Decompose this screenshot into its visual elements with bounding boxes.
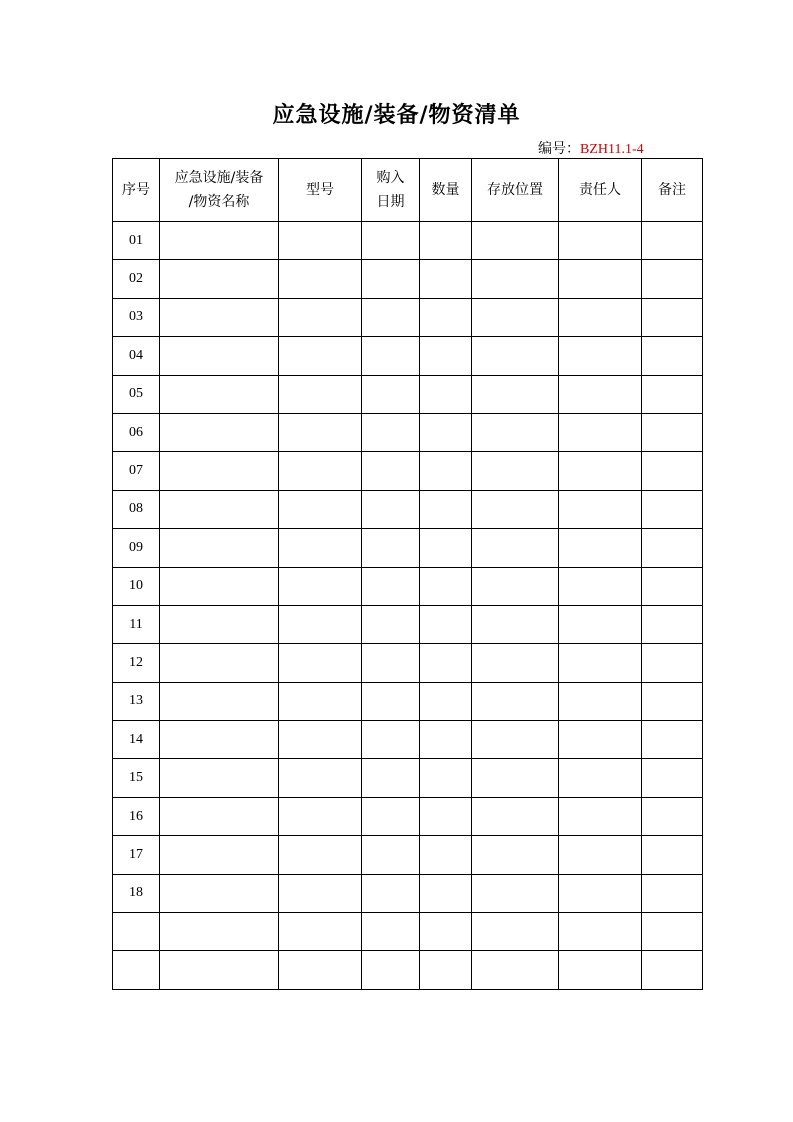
- quantity-cell[interactable]: [420, 452, 472, 490]
- item-name-cell[interactable]: [160, 298, 279, 336]
- model-cell[interactable]: [279, 951, 362, 989]
- location-cell[interactable]: [472, 644, 559, 682]
- item-name-cell[interactable]: [160, 490, 279, 528]
- responsible-cell[interactable]: [559, 644, 642, 682]
- item-name-cell[interactable]: [160, 260, 279, 298]
- location-cell[interactable]: [472, 375, 559, 413]
- responsible-cell[interactable]: [559, 567, 642, 605]
- remarks-cell[interactable]: [642, 644, 703, 682]
- location-cell[interactable]: [472, 222, 559, 260]
- responsible-cell[interactable]: [559, 222, 642, 260]
- purchase-date-cell[interactable]: [362, 797, 420, 835]
- table-row: [113, 375, 703, 413]
- responsible-cell[interactable]: [559, 951, 642, 989]
- row-seq-cell: 17: [113, 836, 160, 874]
- quantity-cell[interactable]: [420, 529, 472, 567]
- remarks-cell[interactable]: [642, 836, 703, 874]
- header-purchase-date: 购入 日期: [362, 159, 420, 222]
- model-cell[interactable]: [279, 644, 362, 682]
- location-cell[interactable]: [472, 298, 559, 336]
- row-seq-cell: 10: [113, 567, 160, 605]
- location-cell[interactable]: [472, 529, 559, 567]
- location-cell[interactable]: [472, 951, 559, 989]
- remarks-cell[interactable]: [642, 222, 703, 260]
- model-cell[interactable]: [279, 682, 362, 720]
- table-row: [113, 951, 703, 989]
- header-model: 型号: [279, 159, 362, 222]
- remarks-cell[interactable]: [642, 682, 703, 720]
- responsible-cell[interactable]: [559, 529, 642, 567]
- remarks-cell[interactable]: [642, 567, 703, 605]
- model-cell[interactable]: [279, 913, 362, 951]
- remarks-cell[interactable]: [642, 951, 703, 989]
- row-seq-cell: [113, 951, 160, 989]
- purchase-date-cell[interactable]: [362, 682, 420, 720]
- table-row: [113, 490, 703, 528]
- header-remarks: 备注: [642, 159, 703, 222]
- purchase-date-cell[interactable]: [362, 605, 420, 643]
- responsible-cell[interactable]: [559, 836, 642, 874]
- location-cell[interactable]: [472, 605, 559, 643]
- quantity-cell[interactable]: [420, 951, 472, 989]
- purchase-date-cell[interactable]: [362, 529, 420, 567]
- header-location: 存放位置: [472, 159, 559, 222]
- model-cell[interactable]: [279, 337, 362, 375]
- remarks-cell[interactable]: [642, 337, 703, 375]
- responsible-cell[interactable]: [559, 874, 642, 912]
- row-seq-cell: 12: [113, 644, 160, 682]
- responsible-cell[interactable]: [559, 298, 642, 336]
- location-cell[interactable]: [472, 567, 559, 605]
- row-seq-cell: 14: [113, 721, 160, 759]
- row-seq-cell: 03: [113, 298, 160, 336]
- responsible-cell[interactable]: [559, 605, 642, 643]
- inventory-table: [112, 158, 703, 990]
- document-number-label: 编号：: [538, 141, 580, 157]
- table-header-row: [113, 159, 703, 222]
- responsible-cell[interactable]: [559, 913, 642, 951]
- remarks-cell[interactable]: [642, 452, 703, 490]
- document-number: [538, 139, 644, 160]
- item-name-cell[interactable]: [160, 567, 279, 605]
- header-responsible: 责任人: [559, 159, 642, 222]
- purchase-date-cell[interactable]: [362, 759, 420, 797]
- table-row: [113, 682, 703, 720]
- responsible-cell[interactable]: [559, 490, 642, 528]
- table-row: [113, 567, 703, 605]
- quantity-cell[interactable]: [420, 644, 472, 682]
- purchase-date-cell[interactable]: [362, 644, 420, 682]
- item-name-cell[interactable]: [160, 337, 279, 375]
- quantity-cell[interactable]: [420, 337, 472, 375]
- item-name-cell[interactable]: [160, 644, 279, 682]
- purchase-date-cell[interactable]: [362, 222, 420, 260]
- location-cell[interactable]: [472, 913, 559, 951]
- row-seq-cell: 11: [113, 605, 160, 643]
- table-row: [113, 337, 703, 375]
- model-cell[interactable]: [279, 759, 362, 797]
- remarks-cell[interactable]: [642, 759, 703, 797]
- location-cell[interactable]: [472, 874, 559, 912]
- table-row: [113, 222, 703, 260]
- model-cell[interactable]: [279, 413, 362, 451]
- item-name-cell[interactable]: [160, 222, 279, 260]
- table-row: [113, 836, 703, 874]
- responsible-cell[interactable]: [559, 375, 642, 413]
- table-row: [113, 298, 703, 336]
- model-cell[interactable]: [279, 529, 362, 567]
- document-number-value: BZH11.1-4: [580, 142, 644, 157]
- table-row: [113, 797, 703, 835]
- remarks-cell[interactable]: [642, 413, 703, 451]
- remarks-cell[interactable]: [642, 529, 703, 567]
- model-cell[interactable]: [279, 490, 362, 528]
- quantity-cell[interactable]: [420, 222, 472, 260]
- row-seq-cell: 04: [113, 337, 160, 375]
- location-cell[interactable]: [472, 490, 559, 528]
- purchase-date-cell[interactable]: [362, 721, 420, 759]
- item-name-cell[interactable]: [160, 413, 279, 451]
- row-seq-cell: 18: [113, 874, 160, 912]
- purchase-date-cell[interactable]: [362, 452, 420, 490]
- quantity-cell[interactable]: [420, 874, 472, 912]
- quantity-cell[interactable]: [420, 836, 472, 874]
- quantity-cell[interactable]: [420, 298, 472, 336]
- quantity-cell[interactable]: [420, 375, 472, 413]
- table-row: [113, 913, 703, 951]
- responsible-cell[interactable]: [559, 797, 642, 835]
- location-cell[interactable]: [472, 452, 559, 490]
- remarks-cell[interactable]: [642, 913, 703, 951]
- model-cell[interactable]: [279, 375, 362, 413]
- responsible-cell[interactable]: [559, 452, 642, 490]
- table-row: [113, 605, 703, 643]
- responsible-cell[interactable]: [559, 260, 642, 298]
- header-quantity: 数量: [420, 159, 472, 222]
- purchase-date-cell[interactable]: [362, 298, 420, 336]
- row-seq-cell: [113, 913, 160, 951]
- responsible-cell[interactable]: [559, 413, 642, 451]
- header-item-name: 应急设施/装备 /物资名称: [160, 159, 279, 222]
- document-title: 应急设施/装备/物资清单: [272, 103, 521, 128]
- purchase-date-cell[interactable]: [362, 874, 420, 912]
- model-cell[interactable]: [279, 605, 362, 643]
- model-cell[interactable]: [279, 298, 362, 336]
- model-cell[interactable]: [279, 222, 362, 260]
- remarks-cell[interactable]: [642, 260, 703, 298]
- table-row: [113, 260, 703, 298]
- header-seq: 序号: [113, 159, 160, 222]
- model-cell[interactable]: [279, 452, 362, 490]
- responsible-cell[interactable]: [559, 682, 642, 720]
- quantity-cell[interactable]: [420, 490, 472, 528]
- table-row: [113, 452, 703, 490]
- model-cell[interactable]: [279, 874, 362, 912]
- row-seq-cell: 02: [113, 260, 160, 298]
- row-seq-cell: 06: [113, 413, 160, 451]
- item-name-cell[interactable]: [160, 375, 279, 413]
- purchase-date-cell[interactable]: [362, 260, 420, 298]
- item-name-cell[interactable]: [160, 682, 279, 720]
- responsible-cell[interactable]: [559, 721, 642, 759]
- remarks-cell[interactable]: [642, 797, 703, 835]
- quantity-cell[interactable]: [420, 913, 472, 951]
- table-row: [113, 759, 703, 797]
- quantity-cell[interactable]: [420, 682, 472, 720]
- row-seq-cell: 09: [113, 529, 160, 567]
- quantity-cell[interactable]: [420, 721, 472, 759]
- item-name-cell[interactable]: [160, 951, 279, 989]
- item-name-cell[interactable]: [160, 721, 279, 759]
- remarks-cell[interactable]: [642, 490, 703, 528]
- row-seq-cell: 07: [113, 452, 160, 490]
- table-row: [113, 413, 703, 451]
- model-cell[interactable]: [279, 797, 362, 835]
- remarks-cell[interactable]: [642, 375, 703, 413]
- quantity-cell[interactable]: [420, 605, 472, 643]
- location-cell[interactable]: [472, 721, 559, 759]
- row-seq-cell: 08: [113, 490, 160, 528]
- model-cell[interactable]: [279, 721, 362, 759]
- item-name-cell[interactable]: [160, 797, 279, 835]
- location-cell[interactable]: [472, 797, 559, 835]
- location-cell[interactable]: [472, 413, 559, 451]
- purchase-date-cell[interactable]: [362, 913, 420, 951]
- purchase-date-cell[interactable]: [362, 836, 420, 874]
- purchase-date-cell[interactable]: [362, 567, 420, 605]
- item-name-cell[interactable]: [160, 452, 279, 490]
- item-name-cell[interactable]: [160, 529, 279, 567]
- row-seq-cell: 05: [113, 375, 160, 413]
- row-seq-cell: 16: [113, 797, 160, 835]
- location-cell[interactable]: [472, 337, 559, 375]
- quantity-cell[interactable]: [420, 260, 472, 298]
- row-seq-cell: 01: [113, 222, 160, 260]
- table-row: [113, 874, 703, 912]
- purchase-date-cell[interactable]: [362, 375, 420, 413]
- item-name-cell[interactable]: [160, 874, 279, 912]
- quantity-cell[interactable]: [420, 413, 472, 451]
- row-seq-cell: 13: [113, 682, 160, 720]
- remarks-cell[interactable]: [642, 605, 703, 643]
- model-cell[interactable]: [279, 260, 362, 298]
- location-cell[interactable]: [472, 260, 559, 298]
- responsible-cell[interactable]: [559, 337, 642, 375]
- location-cell[interactable]: [472, 682, 559, 720]
- remarks-cell[interactable]: [642, 874, 703, 912]
- item-name-cell[interactable]: [160, 913, 279, 951]
- remarks-cell[interactable]: [642, 298, 703, 336]
- remarks-cell[interactable]: [642, 721, 703, 759]
- model-cell[interactable]: [279, 567, 362, 605]
- item-name-cell[interactable]: [160, 605, 279, 643]
- responsible-cell[interactable]: [559, 759, 642, 797]
- purchase-date-cell[interactable]: [362, 413, 420, 451]
- table-row: [113, 529, 703, 567]
- purchase-date-cell[interactable]: [362, 490, 420, 528]
- model-cell[interactable]: [279, 836, 362, 874]
- row-seq-cell: 15: [113, 759, 160, 797]
- location-cell[interactable]: [472, 759, 559, 797]
- quantity-cell[interactable]: [420, 797, 472, 835]
- item-name-cell[interactable]: [160, 759, 279, 797]
- quantity-cell[interactable]: [420, 567, 472, 605]
- purchase-date-cell[interactable]: [362, 951, 420, 989]
- item-name-cell[interactable]: [160, 836, 279, 874]
- purchase-date-cell[interactable]: [362, 337, 420, 375]
- table-row: [113, 644, 703, 682]
- location-cell[interactable]: [472, 836, 559, 874]
- quantity-cell[interactable]: [420, 759, 472, 797]
- table-row: [113, 721, 703, 759]
